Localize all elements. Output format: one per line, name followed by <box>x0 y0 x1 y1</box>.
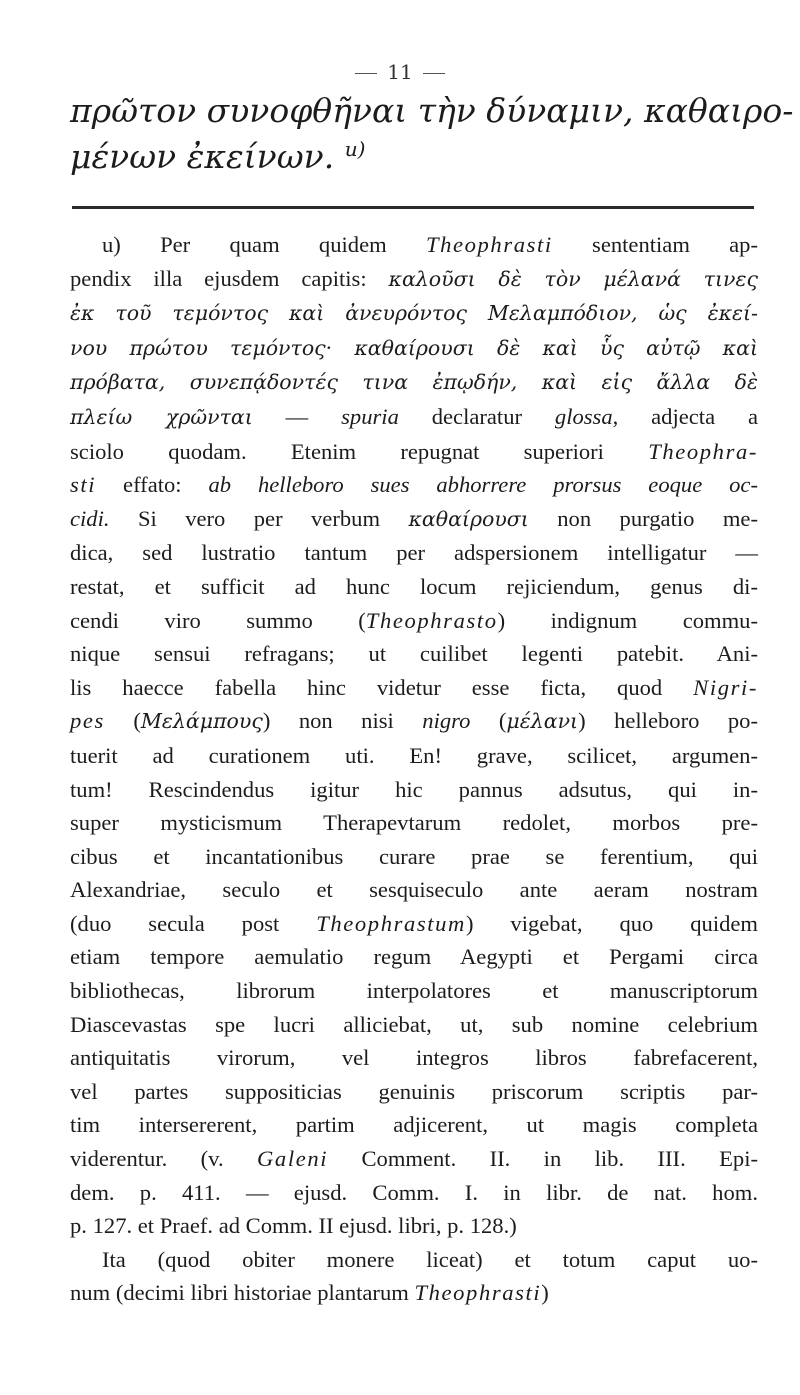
footnote-text: etiam tempore aemulatio regum Aegypti et Pergami circa <box>70 944 758 970</box>
footnote-text: , adjecta a <box>612 403 758 429</box>
footnote-line <box>70 974 758 1008</box>
emphasis: spuria <box>341 403 399 429</box>
footnote-line <box>70 637 758 671</box>
footnote-text: (duo secula post <box>70 910 317 936</box>
footnote-text: dem. p. 411. — ejusd. Comm. I. in libr. de nat. hom. <box>70 1179 758 1205</box>
footnote-line <box>70 1008 758 1042</box>
footnote-text: effato: <box>96 472 209 498</box>
footnote-line <box>70 1243 758 1277</box>
page-number-text: 11 <box>387 60 413 84</box>
greek-quote: καθαίρουσι <box>408 506 529 531</box>
footnote-text: — <box>252 403 342 429</box>
greek-line-1: πρῶτον συνοφθῆναι τὴν δύναμιν, καθαιρο- <box>70 91 794 130</box>
greek-main-text <box>70 88 794 180</box>
footnote-text: vel partes suppositicias genuinis priscorum scriptis par- <box>70 1078 758 1104</box>
footnote-line <box>70 1176 758 1210</box>
footnote-text: cendi viro summo ( <box>70 607 366 633</box>
footnote-line <box>70 228 758 262</box>
footnote-line <box>70 1142 758 1176</box>
footnote-text: dica, sed lustratio tantum per adspersionem intelligatur — <box>70 540 758 566</box>
footnote-text: declaratur <box>398 403 555 429</box>
footnote-line <box>70 331 758 366</box>
footnote-line <box>70 1209 758 1243</box>
author-name: sti <box>70 472 97 498</box>
footnote-text: super mysticismum Therapevtarum redolet, morbos pre- <box>70 810 758 836</box>
footnote-text: ) non nisi <box>262 708 423 734</box>
greek-line-2-text: μένων ἐκείνων. <box>70 137 335 176</box>
footnote-line <box>70 671 758 705</box>
footnote-line <box>70 704 758 739</box>
separator-rule <box>72 206 754 209</box>
footnote-text: ) <box>541 1280 549 1306</box>
footnote-text: p. 127. et Praef. ad Comm. II ejusd. libri, p. 128.) <box>70 1213 517 1239</box>
emphasis: glossa <box>554 403 613 429</box>
emphasis: nigro <box>422 708 471 734</box>
author-name: Nigri- <box>693 674 758 700</box>
footnote-text: ( <box>104 708 141 734</box>
footnote-text: ) vigebat, quo quidem <box>465 910 758 936</box>
footnote-line <box>70 806 758 840</box>
footnote-line <box>70 296 758 331</box>
footnote-text: Comment. II. in lib. III. Epi- <box>328 1146 758 1172</box>
footnote-text: sententiam ap- <box>552 232 759 257</box>
greek-quote: πλείω χρῶνται <box>70 404 253 429</box>
author-name: pes <box>70 708 105 734</box>
footnote-line <box>70 365 758 400</box>
footnote-text: tim intersererent, partim adjicerent, ut magis completa <box>70 1112 758 1138</box>
footnote-line <box>70 502 758 537</box>
footnote-line <box>70 873 758 907</box>
greek-quote: καλοῦσι δὲ τὸν μέλανά τινες <box>388 266 758 291</box>
author-name: Theophrasti <box>414 1280 542 1306</box>
author-name: Theophrastum <box>316 910 466 936</box>
footnote-text: pendix illa ejusdem capitis: <box>70 265 389 291</box>
emphasis: ab helleboro sues abhorrere prorsus eoque oc- <box>208 472 758 498</box>
footnote-line <box>70 907 758 941</box>
greek-quote: μέλανι <box>506 709 579 734</box>
footnote-line <box>70 1041 758 1075</box>
footnote-line <box>70 435 758 469</box>
author-name: Galeni <box>257 1146 329 1172</box>
footnote-line <box>70 739 758 773</box>
footnote-marker: u) <box>344 137 366 161</box>
footnote-line <box>70 940 758 974</box>
footnote-text: bibliothecas, librorum interpolatores et manuscriptorum <box>70 978 758 1004</box>
footnote-text: num (decimi libri historiae plantarum <box>70 1280 415 1306</box>
footnote-line <box>70 773 758 807</box>
greek-line-2 <box>70 134 750 180</box>
greek-quote: νου πρώτου τεμόντος· καθαίρουσι δὲ καὶ ὗς αὐτῷ καὶ <box>70 335 758 360</box>
footnote-text: ) indignum commu- <box>497 607 759 633</box>
footnote-text: ( <box>470 708 507 734</box>
footnote-body <box>70 228 758 1310</box>
footnote-line <box>70 570 758 604</box>
footnote-text: Alexandriae, seculo et sesquiseculo ante aeram nostram <box>70 877 758 903</box>
footnote-text: tum! Rescindendus igitur hic pannus adsutus, qui in- <box>70 776 758 802</box>
footnote-line <box>70 400 758 435</box>
footnote-text: antiquitatis virorum, vel integros libros fabrefacerent, <box>70 1045 758 1071</box>
footnote-text: restat, et sufficit ad hunc locum rejiciendum, genus di- <box>70 573 758 599</box>
greek-quote: πρόβατα, συνεπᾴδοντές τινα ἐπῳδήν, καὶ εἰς ἄλλα δὲ <box>70 370 758 395</box>
footnote-line <box>70 604 758 638</box>
footnote-line <box>70 262 758 297</box>
greek-quote: ἐκ τοῦ τεμόντος καὶ ἀνευρόντος Μελαμπόδιον, ὡς ἐκεί- <box>70 301 758 326</box>
footnote-text: Diascevastas spe lucri alliciebat, ut, sub nomine celebrium <box>70 1011 758 1037</box>
footnote-text: Si vero per verbum <box>109 505 409 531</box>
footnote-text: u) Per quam quidem <box>102 232 426 257</box>
footnote-text: viderentur. (v. <box>70 1146 257 1172</box>
footnote-text: tuerit ad curationem uti. En! grave, scilicet, argumen- <box>70 742 758 768</box>
footnote-line <box>70 468 758 502</box>
footnote-text: lis haecce fabella hinc videtur esse ficta, quod <box>70 674 694 700</box>
greek-quote: Μελάμπους <box>140 709 263 734</box>
footnote-line <box>70 840 758 874</box>
footnote-line <box>70 1108 758 1142</box>
footnote-text: ) helleboro po- <box>578 708 758 734</box>
footnote-line <box>70 1075 758 1109</box>
author-name: Theophra- <box>648 438 758 464</box>
footnote-text: nique sensui refragans; ut cuilibet legenti patebit. Ani- <box>70 641 758 667</box>
footnote-text: sciolo quodam. Etenim repugnat superiori <box>70 438 649 464</box>
footnote-text: Ita (quod obiter monere liceat) et totum caput uo- <box>102 1246 758 1272</box>
footnote-text: cibus et incantationibus curare prae se ferentium, qui <box>70 843 758 869</box>
page-number-dash-left <box>355 73 377 74</box>
author-name: Theophrasto <box>365 607 498 633</box>
page-number-dash-right <box>423 73 445 74</box>
emphasis: cidi. <box>70 505 110 531</box>
footnote-text: non purgatio me- <box>528 505 758 531</box>
page-number <box>0 60 800 84</box>
footnote-line <box>70 536 758 570</box>
author-name: Theophrasti <box>425 232 553 257</box>
footnote-line <box>70 1276 758 1310</box>
